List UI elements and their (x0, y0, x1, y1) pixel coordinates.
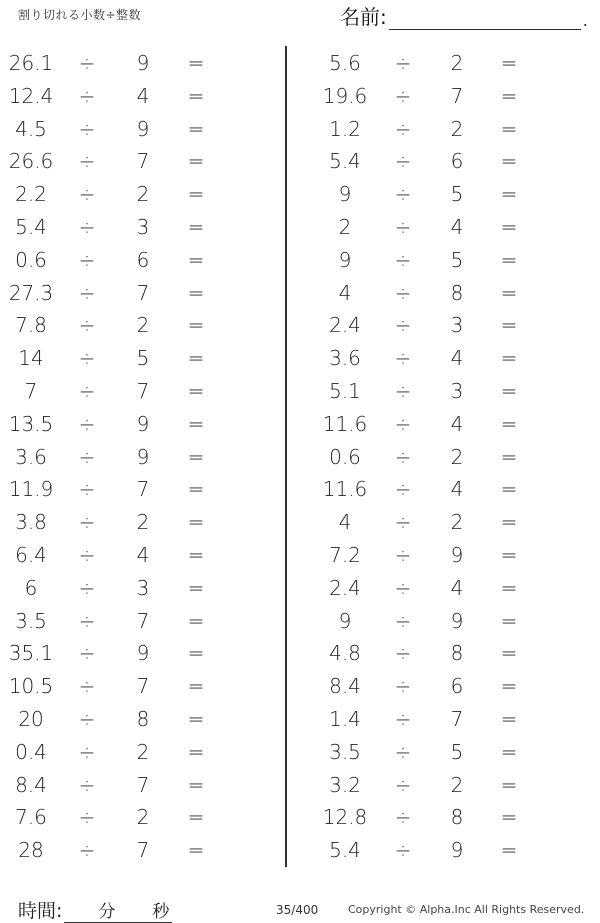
equals-sign: = (500, 411, 518, 436)
divisor: 7 (136, 608, 150, 633)
dividend: 26.6 (8, 149, 54, 174)
dividend: 3.6 (15, 444, 47, 469)
divide-sign: ÷ (78, 214, 96, 239)
divide-sign: ÷ (394, 772, 412, 797)
divide-sign: ÷ (394, 575, 412, 600)
divide-sign: ÷ (78, 542, 96, 567)
dividend: 27.3 (8, 280, 54, 305)
dividend: 11.6 (322, 411, 368, 436)
dividend: 9 (338, 608, 352, 633)
divide-sign: ÷ (78, 477, 96, 502)
divisor: 2 (450, 510, 464, 535)
equals-sign: = (187, 739, 205, 764)
dividend: 6 (24, 575, 38, 600)
divisor: 5 (450, 182, 464, 207)
dividend: 11.6 (322, 477, 368, 502)
equals-sign: = (187, 608, 205, 633)
divide-sign: ÷ (394, 247, 412, 272)
divide-sign: ÷ (394, 51, 412, 75)
equals-sign: = (187, 247, 205, 272)
divide-sign: ÷ (78, 280, 96, 305)
equals-sign: = (500, 51, 518, 75)
divisor: 9 (136, 411, 150, 436)
dividend: 3.2 (329, 772, 361, 797)
divisor: 5 (136, 346, 150, 371)
divide-sign: ÷ (394, 444, 412, 469)
divide-sign: ÷ (394, 411, 412, 436)
name-label: 名前: (340, 5, 387, 29)
equals-sign: = (500, 149, 518, 174)
divisor: 9 (136, 444, 150, 469)
equals-sign: = (500, 838, 518, 863)
divisor: 9 (136, 51, 150, 75)
divisor: 4 (450, 477, 464, 502)
problem-row (0, 737, 285, 770)
divide-sign: ÷ (394, 838, 412, 863)
problem-row (287, 146, 600, 179)
divide-sign: ÷ (78, 149, 96, 174)
equals-sign: = (187, 149, 205, 174)
dividend: 5.6 (329, 51, 361, 75)
dividend: 9 (338, 182, 352, 207)
problem-row (287, 638, 600, 671)
equals-sign: = (187, 214, 205, 239)
divisor: 2 (136, 182, 150, 207)
equals-sign: = (187, 182, 205, 207)
divide-sign: ÷ (78, 346, 96, 371)
divisor: 7 (136, 838, 150, 863)
divide-sign: ÷ (78, 608, 96, 633)
divisor: 2 (450, 116, 464, 141)
divisor: 7 (450, 706, 464, 731)
problem-row (287, 507, 600, 540)
divide-sign: ÷ (78, 805, 96, 830)
divisor: 9 (136, 116, 150, 141)
equals-sign: = (500, 608, 518, 633)
problem-row (0, 48, 285, 81)
problem-row (0, 671, 285, 704)
equals-sign: = (500, 116, 518, 141)
equals-sign: = (500, 542, 518, 567)
equals-sign: = (500, 214, 518, 239)
problem-row (287, 671, 600, 704)
divide-sign: ÷ (78, 444, 96, 469)
divisor: 2 (136, 739, 150, 764)
problem-row (0, 540, 285, 573)
divisor: 3 (136, 575, 150, 600)
name-underline[interactable] (389, 9, 581, 30)
divide-sign: ÷ (78, 674, 96, 699)
problem-row (0, 179, 285, 212)
dividend: 6.4 (15, 542, 47, 567)
divide-sign: ÷ (394, 674, 412, 699)
dividend: 14 (18, 346, 44, 371)
divisor: 2 (450, 772, 464, 797)
problem-row (287, 737, 600, 770)
dividend: 5.4 (15, 214, 47, 239)
divide-sign: ÷ (78, 313, 96, 338)
divisor: 6 (450, 149, 464, 174)
divisor: 8 (136, 706, 150, 731)
equals-sign: = (500, 706, 518, 731)
divide-sign: ÷ (78, 706, 96, 731)
equals-sign: = (500, 510, 518, 535)
divide-sign: ÷ (78, 51, 96, 75)
dividend: 5.4 (329, 149, 361, 174)
dividend: 3.6 (329, 346, 361, 371)
divisor: 3 (450, 378, 464, 403)
equals-sign: = (187, 805, 205, 830)
problem-row (0, 507, 285, 540)
dividend: 28 (18, 838, 44, 863)
divisor: 7 (136, 280, 150, 305)
problem-row (287, 704, 600, 737)
divisor: 6 (136, 247, 150, 272)
time-field (18, 896, 172, 923)
divisor: 3 (450, 313, 464, 338)
problem-row (0, 81, 285, 114)
problem-row (287, 212, 600, 245)
problem-row (287, 442, 600, 475)
divisor: 9 (136, 641, 150, 666)
dividend: 0.6 (329, 444, 361, 469)
equals-sign: = (187, 116, 205, 141)
problem-row (0, 474, 285, 507)
divide-sign: ÷ (394, 83, 412, 108)
divide-sign: ÷ (394, 378, 412, 403)
divide-sign: ÷ (78, 838, 96, 863)
equals-sign: = (500, 346, 518, 371)
dividend: 3.5 (15, 608, 47, 633)
divide-sign: ÷ (394, 313, 412, 338)
equals-sign: = (500, 575, 518, 600)
problem-row (0, 114, 285, 147)
divide-sign: ÷ (78, 739, 96, 764)
equals-sign: = (500, 83, 518, 108)
equals-sign: = (187, 641, 205, 666)
problem-row (0, 802, 285, 835)
dividend: 35.1 (8, 641, 54, 666)
dividend: 0.6 (15, 247, 47, 272)
problem-row (287, 770, 600, 803)
problem-row (287, 343, 600, 376)
problem-row (287, 474, 600, 507)
equals-sign: = (187, 378, 205, 403)
equals-sign: = (500, 182, 518, 207)
problem-row (0, 245, 285, 278)
dividend: 19.6 (322, 83, 368, 108)
divisor: 7 (136, 149, 150, 174)
dividend: 3.8 (15, 510, 47, 535)
divide-sign: ÷ (394, 477, 412, 502)
equals-sign: = (187, 542, 205, 567)
divide-sign: ÷ (394, 149, 412, 174)
equals-sign: = (187, 411, 205, 436)
problem-row (0, 310, 285, 343)
problem-row (0, 606, 285, 639)
equals-sign: = (500, 280, 518, 305)
divisor: 2 (450, 51, 464, 75)
equals-sign: = (500, 772, 518, 797)
problem-row (0, 212, 285, 245)
worksheet-title: 割り切れる小数÷整数 (18, 8, 142, 22)
dividend: 10.5 (8, 674, 54, 699)
dividend: 13.5 (8, 411, 54, 436)
problem-row (287, 245, 600, 278)
problem-row (0, 573, 285, 606)
equals-sign: = (500, 805, 518, 830)
problem-row (287, 278, 600, 311)
equals-sign: = (187, 772, 205, 797)
divisor: 9 (450, 838, 464, 863)
divide-sign: ÷ (78, 83, 96, 108)
equals-sign: = (187, 313, 205, 338)
equals-sign: = (500, 739, 518, 764)
dividend: 1.4 (329, 706, 361, 731)
equals-sign: = (187, 510, 205, 535)
time-underline[interactable] (64, 900, 172, 923)
problem-row (0, 409, 285, 442)
problem-row (0, 770, 285, 803)
problem-row (287, 409, 600, 442)
divide-sign: ÷ (394, 542, 412, 567)
divide-sign: ÷ (394, 214, 412, 239)
left-problem-column (0, 48, 285, 868)
dividend: 2 (338, 214, 352, 239)
equals-sign: = (500, 674, 518, 699)
divisor: 4 (450, 575, 464, 600)
time-label: 時間: (18, 900, 63, 922)
equals-sign: = (187, 706, 205, 731)
divide-sign: ÷ (78, 247, 96, 272)
dividend: 4.8 (329, 641, 361, 666)
problem-row (287, 81, 600, 114)
divide-sign: ÷ (394, 739, 412, 764)
problem-row (0, 376, 285, 409)
dividend: 4 (338, 510, 352, 535)
problem-row (287, 179, 600, 212)
problem-row (0, 442, 285, 475)
problem-row (0, 146, 285, 179)
equals-sign: = (500, 477, 518, 502)
dividend: 2.2 (15, 182, 47, 207)
divisor: 5 (450, 247, 464, 272)
divide-sign: ÷ (394, 608, 412, 633)
dividend: 8.4 (15, 772, 47, 797)
dividend: 11.9 (8, 477, 54, 502)
divide-sign: ÷ (394, 116, 412, 141)
divide-sign: ÷ (78, 116, 96, 141)
divide-sign: ÷ (394, 280, 412, 305)
divisor: 8 (450, 805, 464, 830)
divide-sign: ÷ (78, 510, 96, 535)
problem-row (287, 802, 600, 835)
divide-sign: ÷ (394, 182, 412, 207)
name-field[interactable] (340, 4, 588, 30)
divisor: 9 (450, 608, 464, 633)
dividend: 7 (24, 378, 38, 403)
problem-row (0, 278, 285, 311)
problem-row (287, 606, 600, 639)
equals-sign: = (187, 444, 205, 469)
divisor: 7 (136, 378, 150, 403)
divisor: 7 (450, 83, 464, 108)
problem-row (287, 376, 600, 409)
dividend: 4 (338, 280, 352, 305)
name-dot: . (582, 11, 588, 30)
divisor: 2 (136, 510, 150, 535)
dividend: 3.5 (329, 739, 361, 764)
divisor: 7 (136, 477, 150, 502)
problem-row (287, 310, 600, 343)
equals-sign: = (187, 280, 205, 305)
divide-sign: ÷ (78, 378, 96, 403)
problem-row (0, 835, 285, 868)
page-number: 35/400 (276, 903, 319, 917)
equals-sign: = (500, 641, 518, 666)
divisor: 8 (450, 641, 464, 666)
divide-sign: ÷ (394, 510, 412, 535)
equals-sign: = (187, 838, 205, 863)
divisor: 4 (136, 542, 150, 567)
equals-sign: = (187, 346, 205, 371)
seconds-label: 秒 (152, 902, 170, 922)
dividend: 12.4 (8, 83, 54, 108)
minutes-label: 分 (98, 902, 116, 922)
divide-sign: ÷ (78, 772, 96, 797)
problem-row (0, 343, 285, 376)
divide-sign: ÷ (394, 346, 412, 371)
copyright-text: Copyright © Alpha.Inc All Rights Reserved. (348, 903, 585, 916)
divisor: 4 (136, 83, 150, 108)
dividend: 5.1 (329, 378, 361, 403)
divisor: 4 (450, 346, 464, 371)
problem-row (0, 704, 285, 737)
dividend: 2.4 (329, 575, 361, 600)
equals-sign: = (500, 378, 518, 403)
dividend: 26.1 (8, 51, 54, 75)
dividend: 20 (18, 706, 44, 731)
divisor: 2 (450, 444, 464, 469)
divisor: 2 (136, 313, 150, 338)
divide-sign: ÷ (78, 411, 96, 436)
equals-sign: = (500, 313, 518, 338)
divisor: 8 (450, 280, 464, 305)
dividend: 1.2 (329, 116, 361, 141)
problem-row (287, 835, 600, 868)
equals-sign: = (187, 83, 205, 108)
dividend: 7.8 (15, 313, 47, 338)
dividend: 4.5 (15, 116, 47, 141)
divide-sign: ÷ (78, 575, 96, 600)
dividend: 5.4 (329, 838, 361, 863)
divide-sign: ÷ (394, 641, 412, 666)
problem-row (0, 638, 285, 671)
divisor: 3 (136, 214, 150, 239)
dividend: 2.4 (329, 313, 361, 338)
divisor: 5 (450, 739, 464, 764)
divide-sign: ÷ (78, 182, 96, 207)
problem-row (287, 48, 600, 81)
equals-sign: = (187, 51, 205, 75)
divisor: 9 (450, 542, 464, 567)
divisor: 7 (136, 772, 150, 797)
dividend: 9 (338, 247, 352, 272)
dividend: 8.4 (329, 674, 361, 699)
divisor: 4 (450, 411, 464, 436)
problem-row (287, 540, 600, 573)
problem-row (287, 573, 600, 606)
equals-sign: = (500, 444, 518, 469)
divisor: 6 (450, 674, 464, 699)
equals-sign: = (187, 575, 205, 600)
divisor: 4 (450, 214, 464, 239)
divide-sign: ÷ (78, 641, 96, 666)
divide-sign: ÷ (394, 805, 412, 830)
dividend: 7.6 (15, 805, 47, 830)
equals-sign: = (187, 477, 205, 502)
divisor: 2 (136, 805, 150, 830)
dividend: 12.8 (322, 805, 368, 830)
problem-row (287, 114, 600, 147)
divisor: 7 (136, 674, 150, 699)
equals-sign: = (187, 674, 205, 699)
divide-sign: ÷ (394, 706, 412, 731)
equals-sign: = (500, 247, 518, 272)
dividend: 0.4 (15, 739, 47, 764)
right-problem-column (287, 48, 600, 868)
dividend: 7.2 (329, 542, 361, 567)
